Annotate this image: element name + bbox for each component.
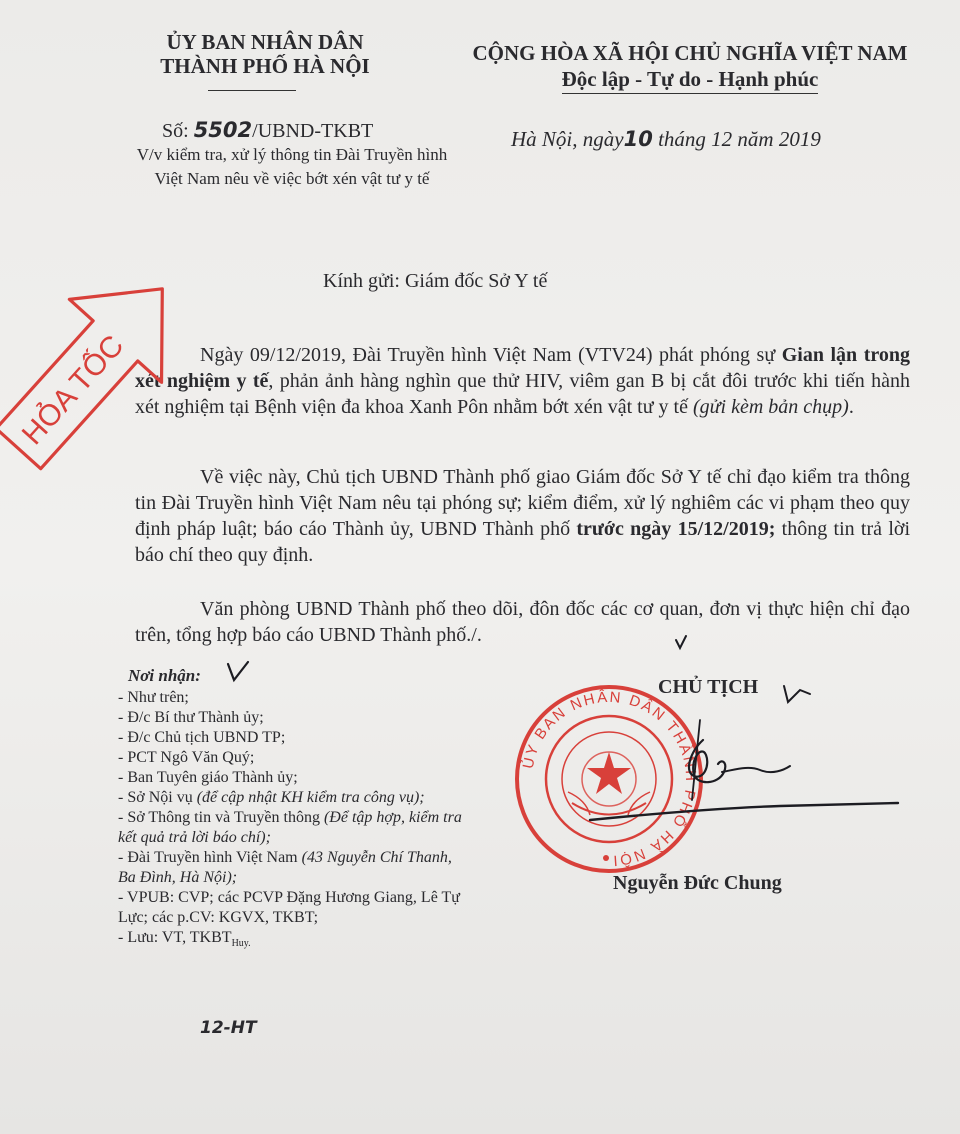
p1-italic: (gửi kèm bản chụp)	[692, 396, 849, 418]
recipient-note: (43 Nguyễn Chí Thanh, Ba Đình, Hà Nội);	[118, 849, 452, 886]
p2-text-b: thông tin trả lời báo chí theo quy định.	[135, 518, 911, 566]
check-mark-icon	[784, 686, 810, 702]
p2-bold: trước ngày 15/12/2019;	[576, 518, 776, 540]
recipient-text: - VPUB: CVP; các PCVP Đặng Hương Giang, Lê Tự Lực; các p.CV: KGVX, TKBT;	[118, 889, 460, 926]
hoa-toc-label: HỎA TỐC	[15, 329, 131, 452]
recipient-text: - PCT Ngô Văn Quý;	[118, 749, 255, 766]
date-suffix: tháng 12 năm 2019	[652, 127, 821, 151]
salutation: Kính gửi: Giám đốc Sở Y tế	[323, 270, 548, 292]
seal-star-icon	[587, 752, 631, 794]
recipient-text: - Đài Truyền hình Việt Nam	[118, 849, 302, 866]
authority-line-1: ỦY BAN NHÂN DÂN	[166, 30, 364, 54]
recipient-text: - Sở Nội vụ	[118, 789, 197, 806]
hoa-toc-stamp	[0, 247, 208, 490]
national-motto: Độc lập - Tự do - Hạnh phúc	[562, 66, 819, 94]
document-number-prefix: Số:	[162, 120, 194, 142]
recipient-note: (để cập nhật KH kiểm tra công vụ);	[196, 789, 425, 806]
subject-line: V/v kiểm tra, xử lý thông tin Đài Truyền hình Việt Nam nêu về việc bớt xén vật tư y tế	[136, 145, 448, 188]
p1-text-a: Ngày 09/12/2019, Đài Truyền hình Việt Nam (VTV24) phát phóng sự	[200, 344, 782, 366]
official-seal	[517, 687, 701, 871]
recipient-text: - Sở Thông tin và Truyền thông	[118, 809, 324, 826]
recipient-note: (Để tập hợp, kiểm tra kết quả trả lời báo chí);	[118, 809, 462, 846]
signer-name: Nguyễn Đức Chung	[613, 872, 782, 894]
signer-title: CHỦ TỊCH	[658, 676, 759, 698]
handwritten-day: 10	[623, 127, 653, 151]
check-mark-icon	[676, 636, 686, 648]
body-paragraph-3: Văn phòng UBND Thành phố theo dõi, đôn đốc các cơ quan, đơn vị thực hiện chỉ đạo trên, tổng hợp báo cáo UBND Thành phố./.	[135, 598, 910, 646]
document-number-suffix: /UBND-TKBT	[252, 120, 374, 142]
p2-text-a: Về việc này, Chủ tịch UBND Thành phố giao Giám đốc Sở Y tế chỉ đạo kiểm tra thông tin Đài Truyền hình Việt Nam nêu tại phóng sự; kiểm điểm, xử lý nghiêm các vi phạm theo quy định pháp luật; báo cáo Thành ủy, UBND Thành phố	[135, 466, 910, 540]
recipient-sub: Huy.	[231, 938, 251, 950]
recipient-text: - Lưu: VT, TKBT	[118, 929, 232, 946]
national-title: CỘNG HÒA XÃ HỘI CHỦ NGHĨA VIỆT NAM	[472, 41, 908, 65]
recipient-text: - Như trên;	[118, 689, 189, 706]
handwritten-note: 12-HT	[200, 1018, 257, 1038]
check-mark-icon	[228, 662, 248, 680]
p1-bold: Gian lận trong xét nghiệm y tế	[135, 344, 910, 392]
recipient-text: - Đ/c Bí thư Thành ủy;	[118, 709, 264, 726]
recipient-text: - Đ/c Chủ tịch UBND TP;	[118, 729, 286, 746]
p1-text-b: , phản ảnh hàng nghìn que thử HIV, viêm gan B bị cắt đôi trước khi tiến hành xét nghiệm tại Bệnh viện đa khoa Xanh Pôn nhằm bớt xén vật tư y tế	[135, 370, 910, 418]
recipient-text: - Ban Tuyên giáo Thành ủy;	[118, 769, 298, 786]
p1-end: .	[848, 396, 854, 418]
date-prefix: Hà Nội, ngày	[511, 127, 624, 151]
seal-text: ỦY BAN NHÂN DÂN THÀNH PHỐ HÀ NỘI	[519, 688, 700, 870]
signature	[590, 720, 898, 820]
recipients-title: Nơi nhận:	[128, 666, 201, 685]
handwritten-number: 5502	[193, 118, 253, 142]
authority-line-2: THÀNH PHỐ HÀ NỘI	[160, 54, 370, 78]
